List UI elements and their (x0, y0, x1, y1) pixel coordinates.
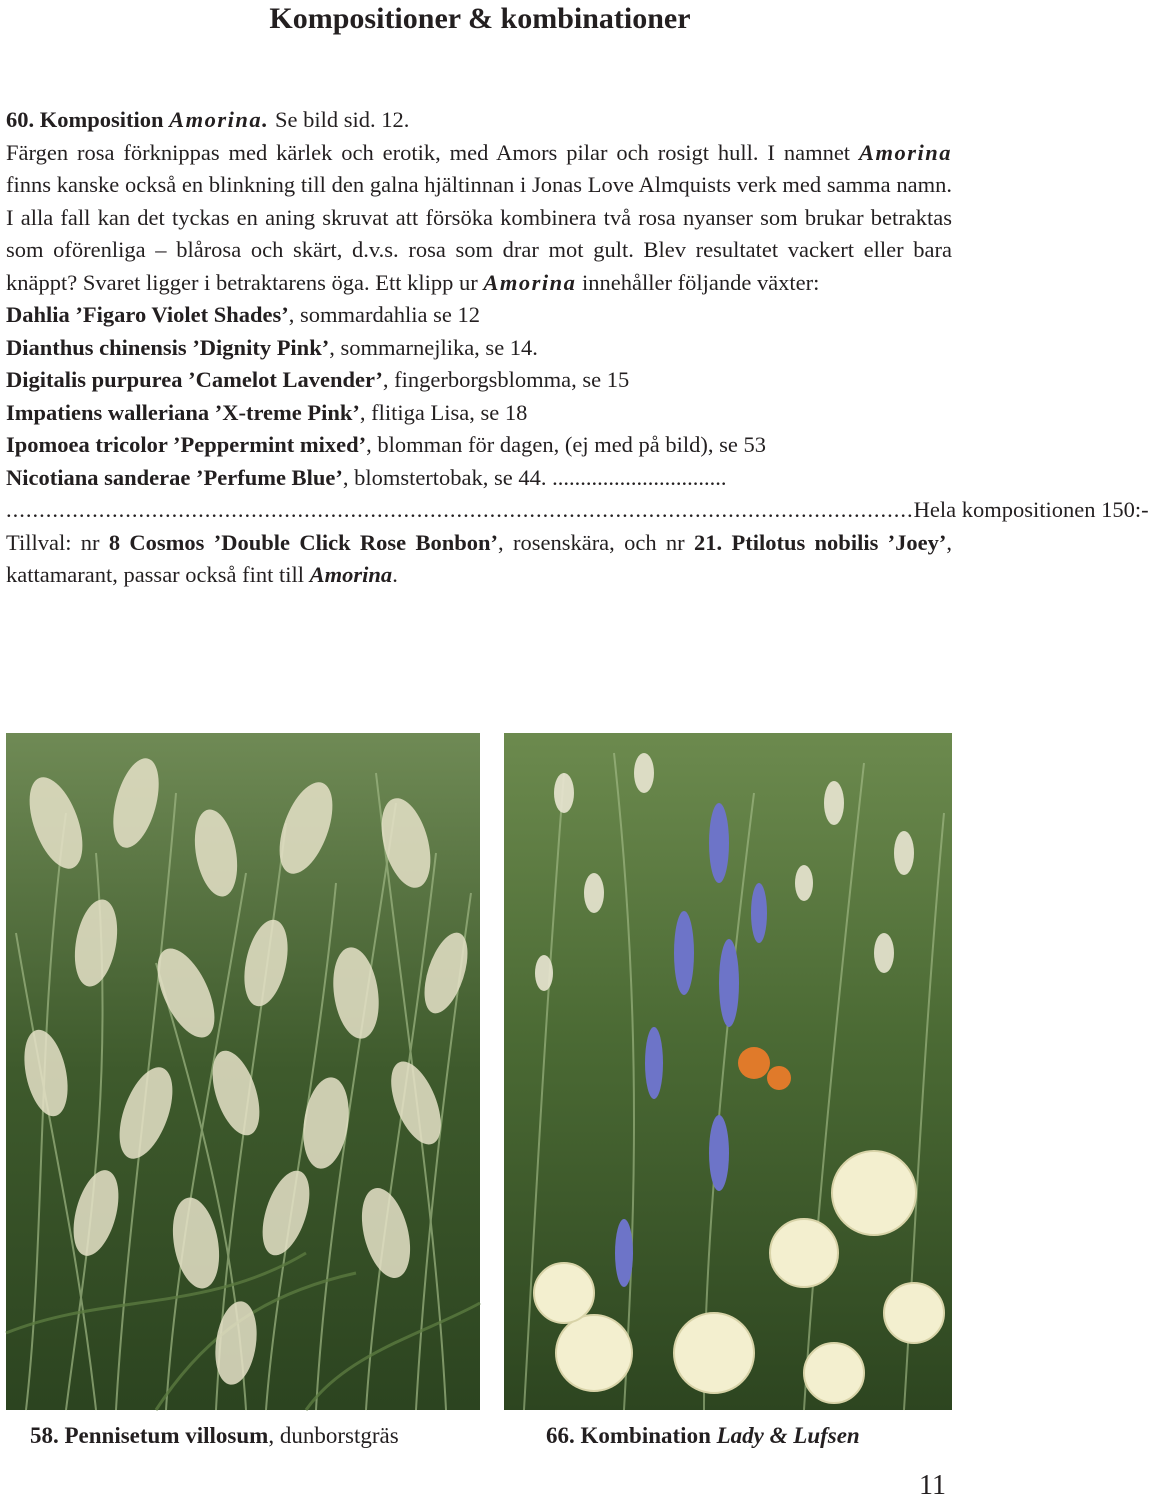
price: Hela kompositionen 150:- (913, 497, 1149, 522)
article-title-ref: Se bild sid. 12. (274, 107, 410, 132)
photo-lady-lufsen (504, 733, 952, 1410)
intro-name-2: Amorina (483, 269, 577, 295)
optional-name-1: Cosmos ’Double Click Rose Bonbon’ (129, 529, 499, 555)
plant-item (6, 332, 952, 365)
optional-text (6, 527, 952, 592)
optional-end-name: Amorina (309, 562, 393, 587)
page-number: 11 (919, 1470, 946, 1501)
plant-desc: , sommarnejlika, se 14. (329, 334, 538, 360)
plant-name: Nicotiana sanderae ’Perfume Blue’ (6, 464, 343, 490)
plant-desc: , blomstertobak, se 44. (342, 464, 547, 490)
plant-desc: , blomman för dagen, (ej med på bild), se 53 (366, 432, 767, 457)
plant-desc: , flitiga Lisa, se 18 (359, 399, 528, 425)
plant-name: Ipomoea tricolor ’Peppermint mixed’ (6, 432, 367, 457)
article-title-name: Amorina. (169, 107, 270, 132)
caption-pennisetum (30, 1420, 399, 1452)
article-intro (6, 104, 952, 299)
article-title-number: 60. Komposition (6, 107, 164, 132)
article (6, 104, 1149, 592)
caption-number: 66. (546, 1423, 575, 1448)
page-heading: Kompositioner & kombinationer (269, 2, 691, 35)
intro-name: Amorina (858, 139, 952, 165)
optional-suffix: , kattamarant, passar också fint till (6, 529, 953, 587)
optional-name-2: Ptilotus nobilis ’Joey’ (731, 529, 947, 555)
plant-desc: , fingerborgsblomma, se 15 (382, 367, 630, 392)
optional-mid: , rosenskära, och nr (498, 529, 685, 555)
plant-name: Impatiens walleriana ’X-treme Pink’ (6, 399, 360, 425)
leader-dots: ............................... (552, 464, 727, 490)
plant-list (6, 299, 952, 494)
plant-desc: , sommardahlia se 12 (288, 302, 480, 327)
intro-text-3: innehåller följande växter: (582, 269, 820, 295)
intro-text-2: finns kanske också en blinkning till den galna hjältinnan i Jonas Love Almquists verk med samma namn. I alla fall kan det tyckas en aning skruvat att försöka kombinera två rosa nyanser som brukar betraktas som oförenliga – blårosa och skärt, d.v.s. rosa som drar mot gult. Blev resultatet vackert eller bara knäppt? Svaret ligger i betraktarens öga. Ett klipp ur (6, 172, 952, 295)
flower-photo-image (504, 733, 952, 1410)
plant-name: Digitalis purpurea ’Camelot Lavender’ (6, 367, 383, 392)
caption-number: 58. (30, 1423, 59, 1448)
grass-photo-image (6, 733, 480, 1410)
plant-name: Dianthus chinensis ’Dignity Pink’ (6, 334, 330, 360)
caption-lady-lufsen (546, 1420, 860, 1452)
plant-item (6, 397, 952, 430)
plant-item (6, 462, 952, 495)
optional-end: . (392, 562, 398, 587)
plant-item (6, 299, 952, 332)
optional-nr-1: 8 (108, 529, 121, 555)
caption-plant-name: Pennisetum villosum (64, 1423, 269, 1448)
leader-dots: ......................................................................................................................................... (6, 497, 914, 522)
optional-prefix: Tillval: nr (6, 529, 100, 555)
price-line (6, 494, 1149, 527)
plant-name: Dahlia ’Figaro Violet Shades’ (6, 302, 289, 327)
intro-text-1: Färgen rosa förknippas med kärlek och erotik, med Amors pilar och rosigt hull. I namnet (6, 139, 851, 165)
photo-pennisetum (6, 733, 480, 1410)
plant-item (6, 364, 952, 397)
plant-item (6, 429, 952, 462)
optional-nr-2: 21. (694, 529, 723, 555)
caption-description: , dunborstgräs (268, 1423, 399, 1448)
caption-title: Kombination (580, 1423, 711, 1448)
caption-combination-name: Lady & Lufsen (716, 1423, 860, 1448)
